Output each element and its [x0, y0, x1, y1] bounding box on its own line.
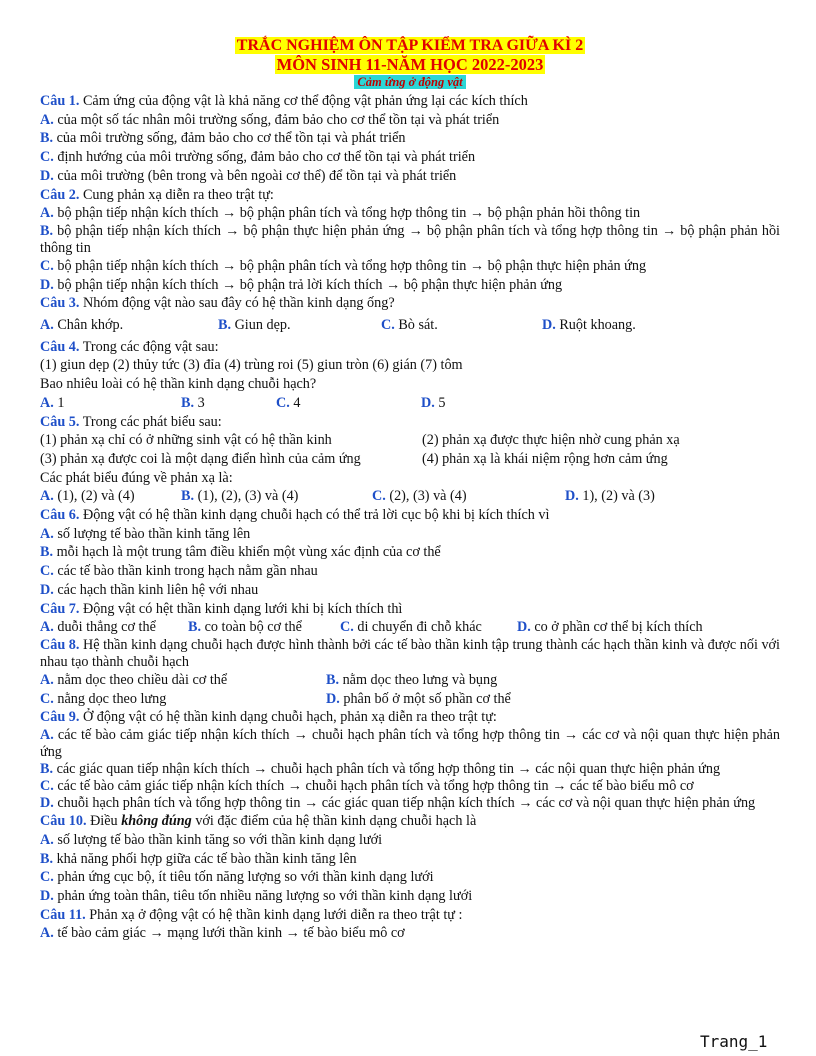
q5-statement-2: (2) phản xạ được thực hiện nhờ cung phản xạ	[422, 432, 680, 449]
q4-prompt: Bao nhiêu loài có hệ thần kinh dạng chuỗi hạch?	[40, 376, 317, 393]
question-9: Câu 9. Ở động vật có hệ thần kinh dạng chuỗi hạch, phản xạ diễn ra theo trật tự:	[40, 709, 497, 726]
q6-option-b: B. mỗi hạch là một trung tâm điều khiển một vùng xác định của cơ thể	[40, 544, 441, 561]
q5-statements-2	[40, 450, 780, 469]
q11-option-a: A. tế bào cảm giác → mạng lưới thần kinh → tế bào biểu mô cơ	[40, 925, 405, 942]
q8-options-1	[40, 671, 780, 690]
q3-options	[40, 316, 780, 335]
question-3: Câu 3. Nhóm động vật nào sau đây có hệ thần kinh dạng ống?	[40, 295, 395, 312]
q8-options-2	[40, 690, 780, 709]
q8-option-b: B. nằm dọc theo lưng và bụng	[326, 671, 498, 688]
q7-option-d: D. co ở phần cơ thể bị kích thích	[517, 619, 703, 636]
q1-option-b: B. của môi trường sống, đảm bảo cho cơ thể tồn tại và phát triển	[40, 130, 406, 147]
question-6: Câu 6. Động vật có hệ thần kinh dạng chuỗi hạch có thể trả lời cục bộ khi bị kích thích vì	[40, 507, 550, 524]
q1-option-a: A. của một số tác nhân môi trường sống, đảm bảo cho cơ thể tồn tại và phát triển	[40, 111, 500, 128]
q9-option-c: C. các tế bào cảm giác tiếp nhận kích thích → chuỗi hạch phân tích và tổng hợp thông tin → các tế bào biểu mô cơ	[40, 778, 694, 795]
question-1: Câu 1. Cảm ứng của động vật là khả năng cơ thể động vật phản ứng lại các kích thích	[40, 93, 528, 109]
q3-option-d: D. Ruột khoang.	[542, 317, 636, 334]
q6-option-c: C. các tế bào thần kinh trong hạch nằm gần nhau	[40, 563, 318, 580]
q5-statement-3: (3) phản xạ được coi là một dạng điển hình của cảm ứng	[40, 450, 361, 467]
title-subject: MÔN SINH 11-NĂM HỌC 2022-2023	[276, 55, 544, 74]
q8-option-d: D. phân bố ở một số phần cơ thể	[326, 690, 511, 707]
question-10: Câu 10. Điều không đúng với đặc điểm của hệ thần kinh dạng chuỗi hạch là	[40, 813, 477, 830]
q10-option-d: D. phản ứng toàn thân, tiêu tốn nhiều năng lượng so với thần kinh dạng lưới	[40, 887, 473, 904]
q3-option-a: A. Chân khớp.	[40, 317, 124, 334]
q1-option-c: C. định hướng của môi trường sống, đảm bảo cho cơ thể tồn tại và phát triển	[40, 149, 476, 166]
question-8: Câu 8. Hệ thần kinh dạng chuỗi hạch được hình thành bởi các tế bào thần kinh tập trung thành các hạch thần kinh và được nối với nhau tạo thành chuỗi hạch	[40, 636, 780, 670]
q2-option-d: D. bộ phận tiếp nhận kích thích → bộ phận trả lời kích thích → bộ phận thực hiện phản ứng	[40, 276, 563, 293]
q10-option-c: C. phản ứng cục bộ, ít tiêu tốn năng lượng so với thần kinh dạng lưới	[40, 869, 434, 886]
question-2: Câu 2. Cung phản xạ diễn ra theo trật tự:	[40, 186, 274, 203]
q4-option-c: C. 4	[276, 394, 301, 411]
q10-option-b: B. khả năng phối hợp giữa các tế bào thần kinh tăng lên	[40, 850, 357, 867]
q9-option-d: D. chuỗi hạch phân tích và tổng hợp thông tin → các giác quan tiếp nhận kích thích → các cơ và nội quan thực hiện phản ứng	[40, 795, 756, 812]
q2-option-b: B. bộ phận tiếp nhận kích thích → bộ phận thực hiện phản ứng → bộ phận phân tích và tổng hợp thông tin → bộ phận phản hồi thông tin	[40, 222, 780, 256]
q8-option-c: C. nằng dọc theo lưng	[40, 690, 167, 707]
question-4: Câu 4. Trong các động vật sau:	[40, 338, 219, 355]
q5-statement-1: (1) phản xạ chỉ có ở những sinh vật có hệ thần kinh	[40, 432, 332, 449]
title-main: TRẮC NGHIỆM ÔN TẬP KIỂM TRA GIỮA KÌ 2	[236, 37, 584, 54]
q5-option-b: B. (1), (2), (3) và (4)	[181, 488, 299, 505]
q3-option-c: C. Bò sát.	[381, 317, 438, 334]
page-number: Trang_1	[700, 1032, 768, 1051]
question-11: Câu 11. Phản xạ ở động vật có hệ thần kinh dạng lưới diễn ra theo trật tự :	[40, 906, 463, 923]
question-7: Câu 7. Động vật có hệt thần kinh dạng lưới khi bị kích thích thì	[40, 600, 403, 617]
q7-option-b: B. co toàn bộ cơ thể	[188, 619, 302, 636]
question-5: Câu 5. Trong các phát biểu sau:	[40, 413, 222, 430]
q2-option-a: A. bộ phận tiếp nhận kích thích → bộ phận phân tích và tổng hợp thông tin → bộ phận phản hồi thông tin	[40, 205, 641, 222]
q1-option-d: D. của môi trường (bên trong và bên ngoài cơ thể) để tồn tại và phát triển	[40, 167, 457, 184]
q5-statement-4: (4) phản xạ là khái niệm rộng hơn cảm ứng	[422, 450, 668, 467]
document-page	[40, 36, 780, 943]
q9-option-b: B. các giác quan tiếp nhận kích thích → chuỗi hạch phân tích và tổng hợp thông tin → các nội quan thực hiện phản ứng	[40, 761, 721, 778]
q7-options	[40, 618, 780, 637]
q4-option-b: B. 3	[181, 394, 205, 411]
q5-option-a: A. (1), (2) và (4)	[40, 488, 135, 505]
q2-option-c: C. bộ phận tiếp nhận kích thích → bộ phận phân tích và tổng hợp thông tin → bộ phận thực hiện phản ứng	[40, 257, 647, 274]
q5-prompt: Các phát biểu đúng về phản xạ là:	[40, 469, 233, 486]
q5-option-d: D. 1), (2) và (3)	[565, 488, 655, 505]
q4-option-a: A. 1	[40, 394, 65, 411]
q4-options	[40, 394, 780, 413]
q5-options	[40, 487, 780, 506]
q9-option-a: A. các tế bào cảm giác tiếp nhận kích thích → chuỗi hạch phân tích và tổng hợp thông tin → các cơ và nội quan thực hiện phản ứng	[40, 727, 780, 761]
q7-option-a: A. duỗi thẳng cơ thể	[40, 619, 156, 636]
q5-statements-1	[40, 431, 780, 450]
q5-option-c: C. (2), (3) và (4)	[372, 488, 467, 505]
q6-option-d: D. các hạch thần kinh liên hệ với nhau	[40, 581, 259, 598]
q4-list: (1) giun dẹp (2) thủy tức (3) đỉa (4) trùng roi (5) giun tròn (6) gián (7) tôm	[40, 357, 463, 374]
q10-option-a: A. số lượng tế bào thần kinh tăng so với thần kinh dạng lưới	[40, 831, 383, 848]
section-heading: Cảm ứng ở động vật	[40, 74, 780, 90]
q7-option-c: C. di chuyển đi chỗ khác	[340, 619, 482, 636]
q3-option-b: B. Giun dẹp.	[218, 317, 291, 334]
q6-option-a: A. số lượng tế bào thần kinh tăng lên	[40, 525, 251, 542]
q8-option-a: A. nằm dọc theo chiều dài cơ thể	[40, 671, 228, 688]
q4-option-d: D. 5	[421, 394, 446, 411]
